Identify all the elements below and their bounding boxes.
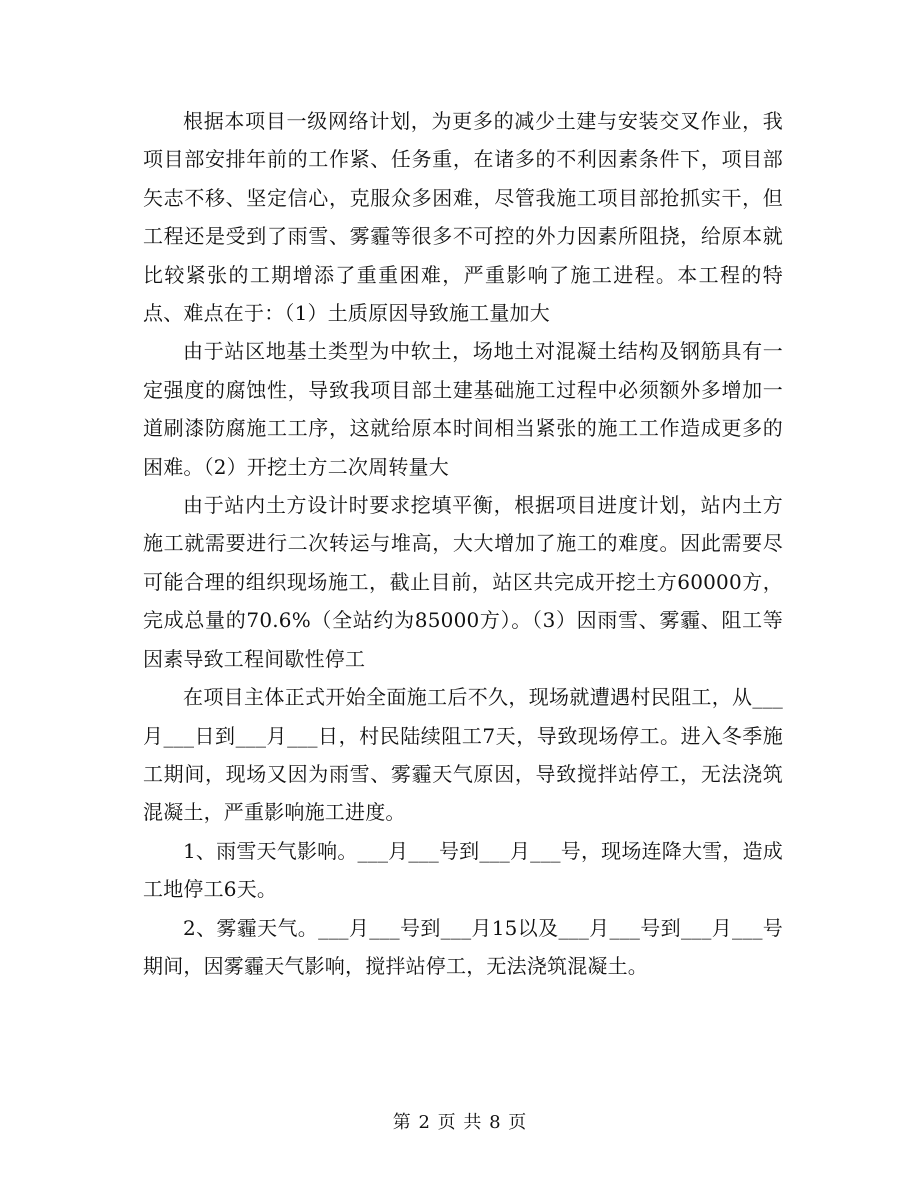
document-body — [143, 102, 783, 985]
paragraph-6: 2、雾霾天气。___月___号到___月15以及___月___号到___月___号期间，因雾霾天气影响，搅拌站停工，无法浇筑混凝土。 — [143, 915, 783, 978]
paragraph-2: 由于站区地基土类型为中软土，场地土对混凝土结构及钢筋具有一定强度的腐蚀性，导致我项目部土建基础施工过程中必须额外多增加一道刷漆防腐施工工序，这就给原本时间相当紧张的施工工作造成更多的困难。（2）开挖土方二次周转量大 — [143, 339, 783, 479]
page-number-footer: 第 2 页 共 8 页 — [392, 1112, 528, 1133]
paragraph-3: 由于站内土方设计时要求挖填平衡，根据项目进度计划，站内土方施工就需要进行二次转运与堆高，大大增加了施工的难度。因此需要尽可能合理的组织现场施工，截止目前，站区共完成开挖土方60000方，完成总量的70.6%（全站约为85000方）。（3）因雨雪、雾霾、阻工等因素导致工程间歇性停工 — [143, 493, 783, 671]
paragraph-1: 根据本项目一级网络计划，为更多的减少土建与安装交叉作业，我项目部安排年前的工作紧、任务重，在诸多的不利因素条件下，项目部矢志不移、坚定信心，克服众多困难，尽管我施工项目部抢抓实干，但工程还是受到了雨雪、雾霾等很多不可控的外力因素所阻挠，给原本就比较紧张的工期增添了重重困难，严重影响了施工进程。本工程的特点、难点在于：（1）土质原因导致施工量加大 — [143, 109, 783, 326]
paragraph-5: 1、雨雪天气影响。___月___号到___月___号，现场连降大雪，造成工地停工6天。 — [143, 838, 783, 902]
paragraph-4: 在项目主体正式开始全面施工后不久，现场就遭遇村民阻工，从___月___日到___月___日，村民陆续阻工7天，导致现场停工。进入冬季施工期间，现场又因为雨雪、雾霾天气原因，导致搅拌站停工，无法浇筑混凝土，严重影响施工进度。 — [143, 685, 783, 825]
